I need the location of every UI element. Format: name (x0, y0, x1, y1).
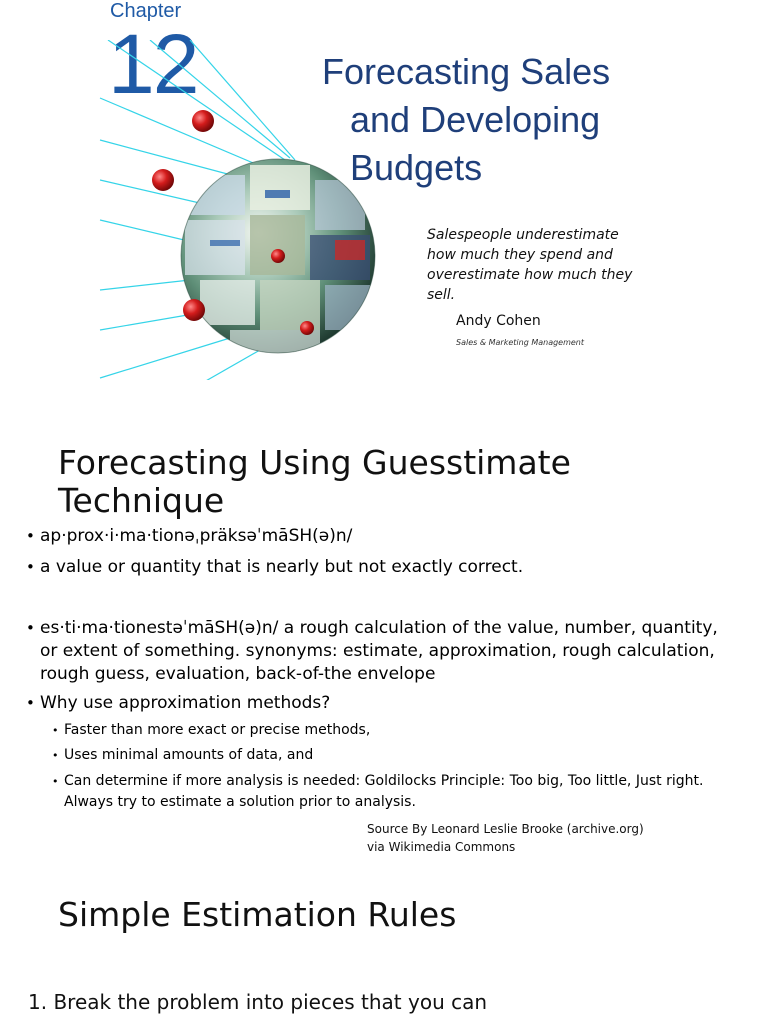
bullet-item: • es·ti·ma·tionestəˈmāSH(ə)n/ a rough calculation of the value, number, quantity, or extent of something. synonyms: estimate, approximation, rough calculation, rough guess, evaluation, back-of-the envelope (28, 617, 740, 686)
chapter-number: 12 (108, 17, 198, 111)
bullet-item: • a value or quantity that is nearly but not exactly correct. (28, 556, 740, 579)
rules-list (28, 988, 748, 1016)
red-dot-icon (300, 321, 314, 335)
red-dot-icon (152, 169, 174, 191)
source-line-1: Source By Leonard Leslie Brooke (archive.org) (367, 822, 644, 836)
quote-text: Salespeople underestimate how much they spend and overestimate how much they sell. (427, 227, 633, 303)
quote-source: Sales & Marketing Management (456, 338, 585, 347)
rules-list-item: 1. Break the problem into pieces that you can (28, 990, 488, 1014)
source-credit (367, 820, 644, 856)
bullet-item: • Why use approximation methods? (28, 692, 740, 715)
title-line-2: and Developing (350, 99, 601, 140)
quote-author: Andy Cohen (456, 313, 541, 329)
source-line-2: via Wikimedia Commons (367, 840, 516, 854)
bullet-list (28, 525, 748, 825)
title-line-3: Budgets (350, 147, 483, 188)
chapter-label: Chapter (110, 0, 182, 22)
rules-title: Simple Estimation Rules (58, 895, 457, 934)
section-title-line-2: Technique (58, 481, 225, 520)
sub-bullet-item: • Can determine if more analysis is needed: Goldilocks Principle: Too big, Too little, Just right. Always try to estimate a solution prior to analysis. (52, 771, 734, 813)
section-title-line-1: Forecasting Using Guesstimate (58, 443, 571, 482)
sub-bullet-item: • Uses minimal amounts of data, and (52, 745, 734, 766)
red-dot-icon (192, 110, 214, 132)
red-dot-icon (183, 299, 205, 321)
sub-bullet-item: • Faster than more exact or precise methods, (52, 720, 734, 741)
slide-title (322, 48, 682, 192)
red-dot-icon (271, 249, 285, 263)
section-title (58, 444, 738, 520)
title-line-1: Forecasting Sales (322, 51, 611, 92)
bullet-item: • ap·prox·i·ma·tionəˌpräksəˈmāSH(ə)n/ (28, 525, 740, 548)
